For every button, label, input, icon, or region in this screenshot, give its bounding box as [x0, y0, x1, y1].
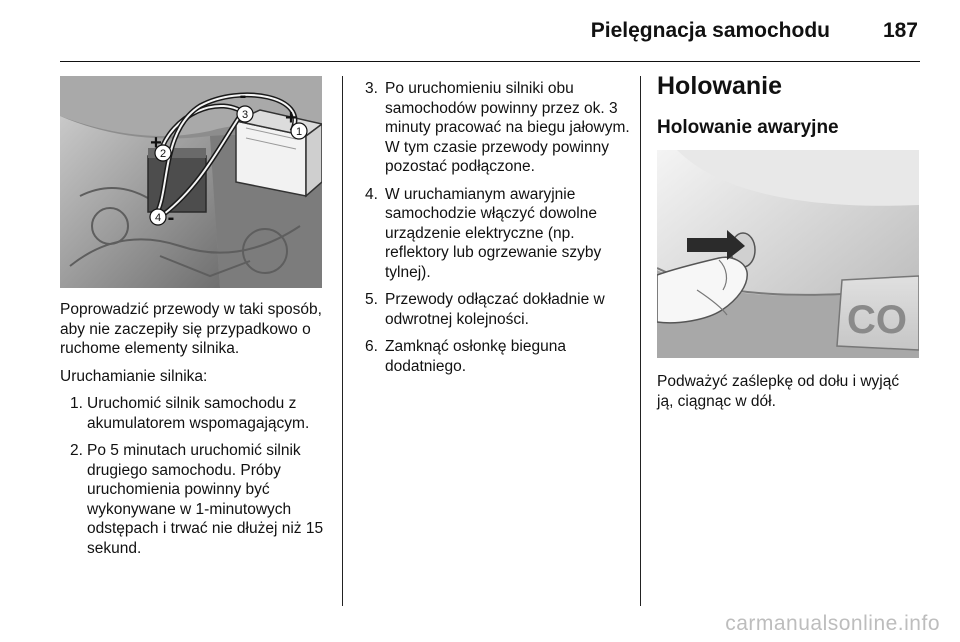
license-plate: [837, 276, 919, 350]
step-text: W uruchamianym awaryjnie samochodzie włączyć dowolne urządzenie elektryczne (np. reflektory lub ogrzewanie szyby tylnej).: [385, 185, 602, 281]
start-steps-list: [60, 394, 330, 558]
page-header-title: Pielęgnacja samochodu: [590, 19, 830, 42]
list-item: [70, 441, 330, 558]
watermark: carmanualsonline.info: [725, 612, 940, 635]
callout-4: 4: [154, 212, 162, 224]
plate-text: CO: [847, 298, 907, 342]
step-text: Przewody odłączać dokładnie w odwrotnej kolejności.: [385, 291, 605, 328]
callout-1: 1: [295, 126, 303, 138]
column-divider-left: [342, 76, 343, 606]
step-text: Zamknąć osłonkę bieguna dodatniego.: [385, 338, 566, 375]
tow-eye-caption: Podważyć zaślepkę od dołu i wyjąć ją, ciągnąc w dół.: [657, 373, 900, 410]
minus-sign-ground: -: [167, 207, 175, 229]
tow-eye-cover-illustration: [657, 150, 919, 358]
middle-column-text: [365, 79, 630, 384]
page-number: 187: [882, 19, 918, 42]
step-number: 3.: [365, 80, 378, 97]
list-item: [365, 185, 630, 283]
column-divider-right: [640, 76, 641, 606]
continued-steps-list: [365, 79, 630, 376]
step-number: 5.: [365, 291, 378, 308]
step-number: 2.: [70, 442, 83, 459]
list-item: [365, 290, 630, 329]
header-rule: [60, 61, 920, 62]
start-engine-label: Uruchamianie silnika:: [60, 367, 208, 385]
section-heading: Holowanie: [657, 72, 783, 100]
step-number: 4.: [365, 185, 378, 203]
plus-sign-engine: +: [150, 132, 162, 154]
left-column-text: [60, 300, 330, 566]
step-text: Uruchomić silnik samochodu z akumulatorem wspomagającym.: [87, 395, 310, 432]
section-subheading: Holowanie awaryjne: [657, 117, 839, 138]
minus-sign-donor: -: [239, 85, 247, 107]
plus-sign-donor: +: [285, 107, 297, 129]
jump-start-illustration: [60, 76, 322, 288]
callout-3: 3: [241, 109, 249, 121]
callout-2: 2: [159, 148, 167, 160]
step-number: 6.: [365, 338, 378, 355]
step-text: Po uruchomieniu silniki obu samochodów powinny przez ok. 3 minuty pracować na biegu jałowym. W tym czasie przewody powinny pozostać podłączone.: [385, 80, 630, 175]
list-item: [365, 337, 630, 376]
intro-paragraph: Poprowadzić przewody w taki sposób, aby nie zaczepiły się przypadkowo o ruchome elementy silnika.: [60, 301, 322, 357]
list-item: [365, 79, 630, 177]
list-item: [70, 394, 330, 433]
step-number: 1.: [70, 395, 83, 412]
step-text: Po 5 minutach uruchomić silnik drugiego samochodu. Próby uruchomienia powinny być wykonywane w 1-minutowych odstępach i trwać nie dłużej niż 15 sekund.: [87, 442, 324, 557]
donor-battery: [236, 110, 322, 196]
